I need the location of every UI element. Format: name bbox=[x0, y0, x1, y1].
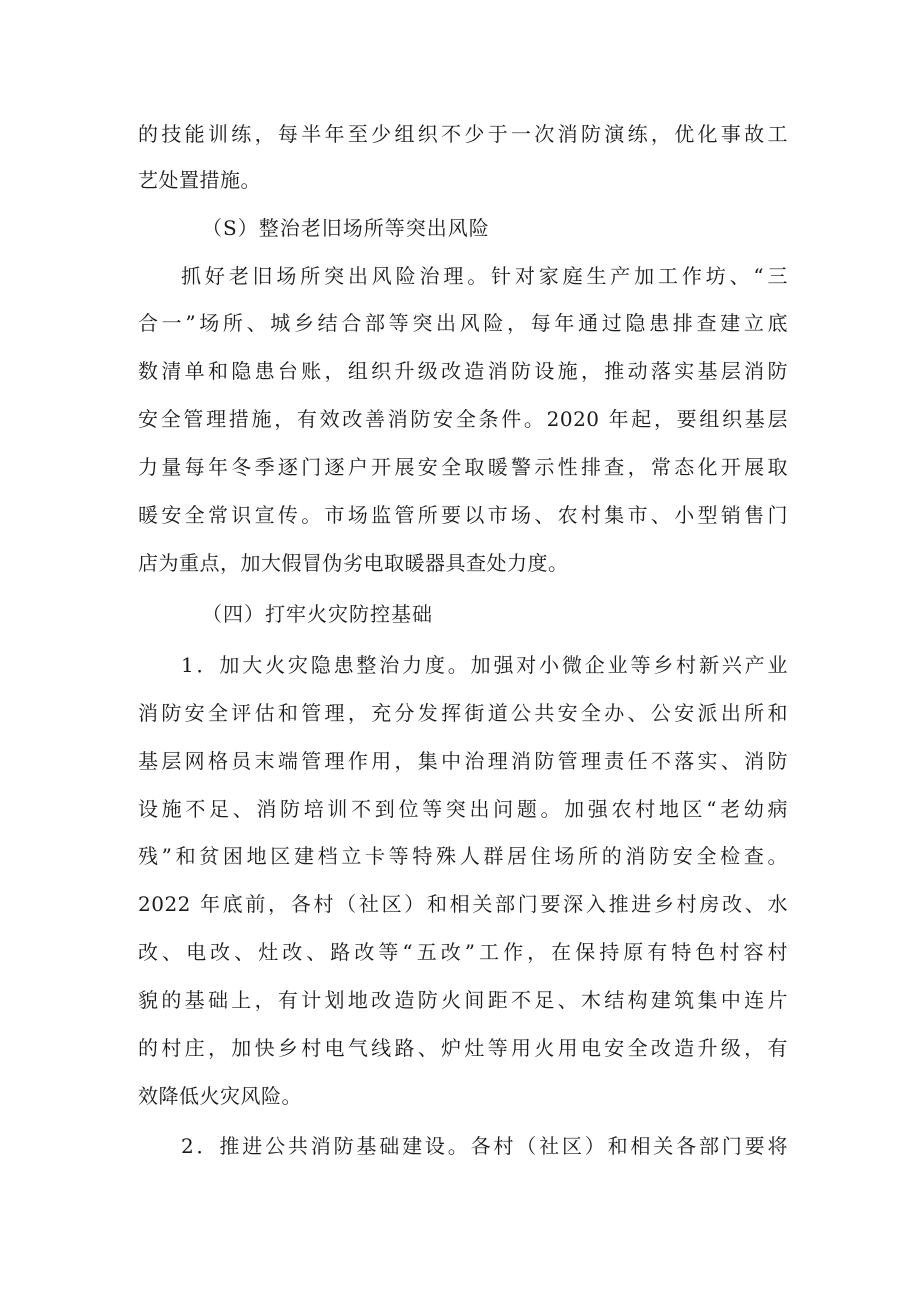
text-line: 消防安全评估和管理，充分发挥街道公共安全办、公安派出所和 bbox=[138, 701, 788, 725]
text-line: 的村庄，加快乡村电气线路、炉灶等用火用电安全改造升级，有 bbox=[138, 1036, 788, 1060]
text-line: 效降低火灾风险。 bbox=[138, 1084, 302, 1108]
text-line: 合一”场所、城乡结合部等突出风险，每年通过隐患排查建立底 bbox=[138, 311, 788, 335]
text-line: 暖安全常识宣传。市场监管所要以市场、农村集市、小型销售门 bbox=[138, 503, 788, 527]
text-line: 力量每年冬季逐门逐户开展安全取暖警示性排查，常态化开展取 bbox=[138, 455, 788, 479]
text-line: 1．加大火灾隐患整治力度。加强对小微企业等乡村新兴产业 bbox=[181, 653, 788, 677]
text-line: 残”和贫困地区建档立卡等特殊人群居住场所的消防安全检查。 bbox=[138, 844, 788, 868]
text-line: 安全管理措施，有效改善消防安全条件。2020 年起，要组织基层 bbox=[138, 407, 788, 431]
text-line: 2022 年底前，各村（社区）和相关部门要深入推进乡村房改、水 bbox=[138, 892, 788, 916]
section-heading: （S）整治老旧场所等突出风险 bbox=[202, 216, 490, 240]
text-line: 的技能训练，每半年至少组织不少于一次消防演练，优化事故工 bbox=[138, 122, 788, 146]
text-line: 2．推进公共消防基础建设。各村（社区）和相关各部门要将 bbox=[181, 1134, 788, 1158]
text-line: 改、电改、灶改、路改等“五改”工作，在保持原有特色村容村 bbox=[138, 940, 788, 964]
text-line: 数清单和隐患台账，组织升级改造消防设施，推动落实基层消防 bbox=[138, 359, 788, 383]
text-line: 抓好老旧场所突出风险治理。针对家庭生产加工作坊、“三 bbox=[181, 264, 788, 288]
text-line: 基层网格员末端管理作用，集中治理消防管理责任不落实、消防 bbox=[138, 749, 788, 773]
text-line: 艺处置措施。 bbox=[138, 168, 261, 192]
text-line: 设施不足、消防培训不到位等突出问题。加强农村地区“老幼病 bbox=[138, 797, 788, 821]
text-line: 店为重点，加大假冒伪劣电取暖器具查处力度。 bbox=[138, 551, 569, 575]
section-heading: （四）打牢火灾防控基础 bbox=[202, 602, 433, 626]
text-line: 貌的基础上，有计划地改造防火间距不足、木结构建筑集中连片 bbox=[138, 988, 788, 1012]
